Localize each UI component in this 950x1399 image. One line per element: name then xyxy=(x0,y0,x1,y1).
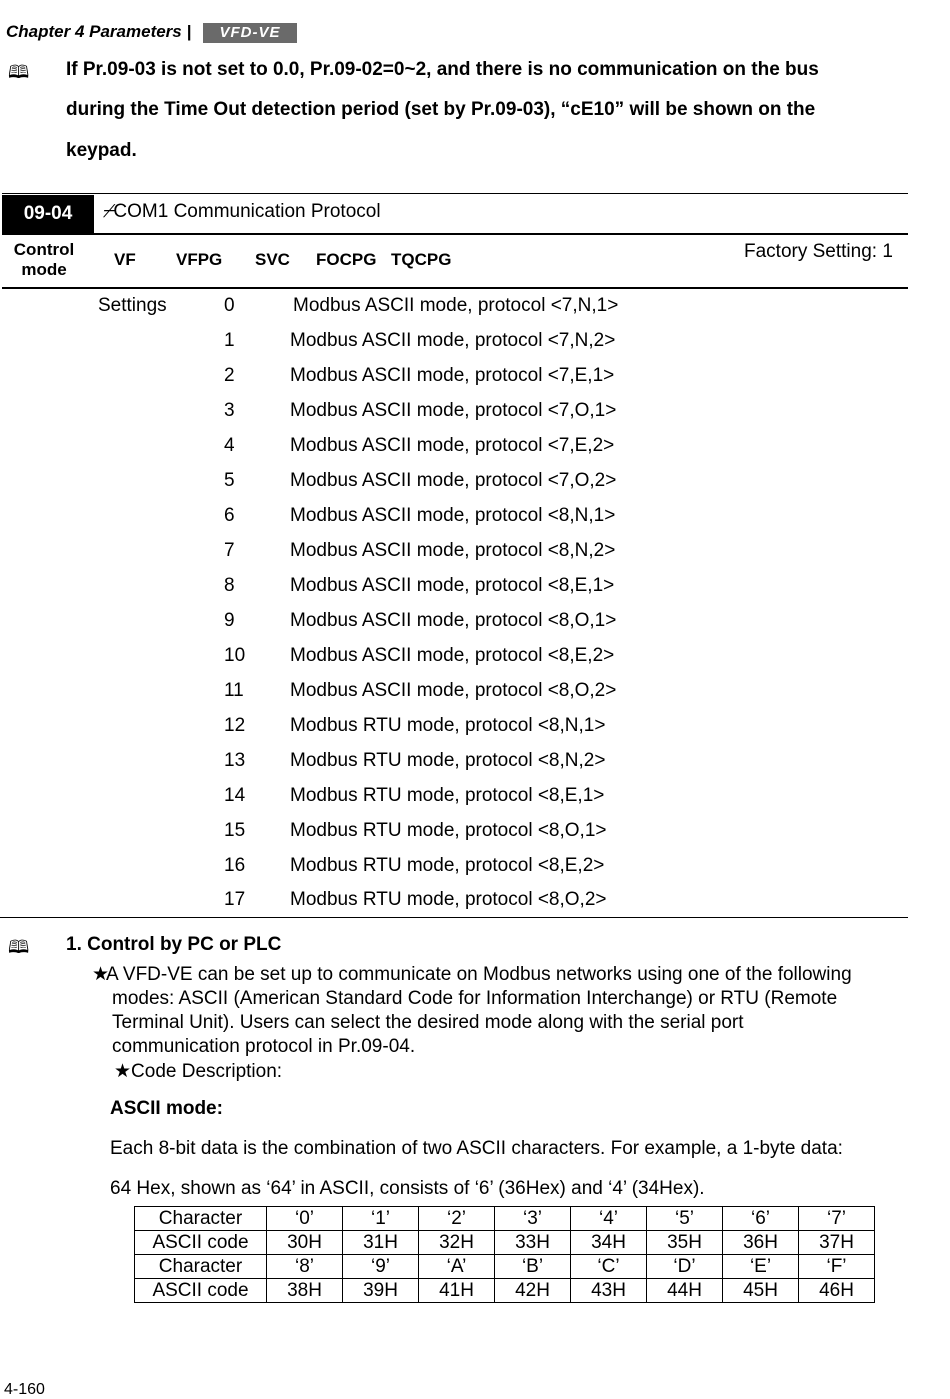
setting-value: 8 xyxy=(224,575,235,596)
setting-desc: Modbus ASCII mode, protocol <8,O,2> xyxy=(290,680,617,701)
table-cell: Character xyxy=(135,1207,267,1231)
setting-desc: Modbus RTU mode, protocol <8,O,1> xyxy=(290,820,607,841)
product-logo: VFD-VE xyxy=(203,23,297,43)
ascii-mode-title: ASCII mode: xyxy=(110,1098,223,1119)
table-cell: ‘8’ xyxy=(267,1255,343,1279)
table-cell: ‘9’ xyxy=(343,1255,419,1279)
setting-value: 0 xyxy=(224,295,235,316)
book-icon: 🕮 xyxy=(8,937,30,957)
setting-value: 7 xyxy=(224,540,235,561)
intro-line-1: A VFD-VE can be set up to communicate on Modbus networks using one of the following xyxy=(106,964,852,985)
setting-value: 15 xyxy=(224,820,246,841)
setting-desc: Modbus ASCII mode, protocol <7,N,2> xyxy=(290,330,616,351)
param-bottom-rule xyxy=(2,287,908,289)
table-cell: 43H xyxy=(571,1279,647,1303)
ascii-table xyxy=(134,1206,875,1303)
setting-desc: Modbus ASCII mode, protocol <8,O,1> xyxy=(290,610,617,631)
star-icon: ★ xyxy=(92,964,110,985)
code-description xyxy=(114,1060,282,1083)
table-cell: ‘3’ xyxy=(495,1207,571,1231)
param-name-text: COM1 Communication Protocol xyxy=(113,201,381,222)
note-line-3: keypad. xyxy=(66,140,137,161)
setting-value: 10 xyxy=(224,645,246,666)
table-cell: 32H xyxy=(419,1231,495,1255)
setting-value: 12 xyxy=(224,715,246,736)
table-cell: 37H xyxy=(799,1231,875,1255)
note-line-2: during the Time Out detection period (set by Pr.09-03), “cE10” will be shown on the xyxy=(66,99,816,120)
mode-vf: VF xyxy=(114,250,136,269)
star-icon: ★ xyxy=(114,1061,132,1082)
code-description-text: Code Description: xyxy=(131,1061,283,1082)
table-cell: 30H xyxy=(267,1231,343,1255)
setting-value: 14 xyxy=(224,785,246,806)
setting-desc: Modbus ASCII mode, protocol <7,O,2> xyxy=(290,470,617,491)
table-cell: 44H xyxy=(647,1279,723,1303)
table-cell: ‘C’ xyxy=(571,1255,647,1279)
setting-desc: Modbus ASCII mode, protocol <8,N,2> xyxy=(290,540,616,561)
parameter-symbol-icon: ⌿ xyxy=(102,201,114,222)
setting-desc: Modbus ASCII mode, protocol <7,N,1> xyxy=(293,295,619,316)
intro-line-3: Terminal Unit). Users can select the desired mode along with the serial port xyxy=(112,1012,744,1033)
setting-value: 13 xyxy=(224,750,246,771)
table-cell: ASCII code xyxy=(135,1279,267,1303)
ascii-paragraph-2: 64 Hex, shown as ‘64’ in ASCII, consists of ‘6’ (36Hex) and ‘4’ (34Hex). xyxy=(110,1178,705,1199)
mode-focpg: FOCPG xyxy=(316,250,377,269)
table-row xyxy=(135,1207,875,1231)
table-cell: 38H xyxy=(267,1279,343,1303)
setting-value: 2 xyxy=(224,365,235,386)
table-cell: ‘B’ xyxy=(495,1255,571,1279)
section-title: 1. Control by PC or PLC xyxy=(66,934,282,955)
table-cell: ‘2’ xyxy=(419,1207,495,1231)
table-cell: 34H xyxy=(571,1231,647,1255)
setting-value: 5 xyxy=(224,470,235,491)
table-cell: 42H xyxy=(495,1279,571,1303)
table-cell: ‘6’ xyxy=(723,1207,799,1231)
param-mid-rule xyxy=(2,233,908,235)
setting-desc: Modbus ASCII mode, protocol <8,E,2> xyxy=(290,645,615,666)
setting-value: 17 xyxy=(224,889,246,910)
mode-svc: SVC xyxy=(255,250,290,269)
table-cell: ASCII code xyxy=(135,1231,267,1255)
table-cell: ‘5’ xyxy=(647,1207,723,1231)
table-row xyxy=(135,1255,875,1279)
param-code: 09-04 xyxy=(2,195,94,233)
table-row xyxy=(135,1231,875,1255)
intro-paragraph xyxy=(92,963,912,1059)
setting-desc: Modbus ASCII mode, protocol <7,E,1> xyxy=(290,365,615,386)
setting-value: 1 xyxy=(224,330,235,351)
table-row xyxy=(135,1279,875,1303)
table-cell: 31H xyxy=(343,1231,419,1255)
table-cell: 46H xyxy=(799,1279,875,1303)
table-cell: ‘F’ xyxy=(799,1255,875,1279)
mode-tqcpg: TQCPG xyxy=(391,250,452,269)
setting-desc: Modbus ASCII mode, protocol <7,O,1> xyxy=(290,400,617,421)
setting-value: 4 xyxy=(224,435,235,456)
table-cell: ‘D’ xyxy=(647,1255,723,1279)
setting-desc: Modbus ASCII mode, protocol <8,E,1> xyxy=(290,575,615,596)
setting-desc: Modbus RTU mode, protocol <8,E,2> xyxy=(290,855,605,876)
setting-value: 16 xyxy=(224,855,246,876)
table-cell: 41H xyxy=(419,1279,495,1303)
setting-desc: Modbus RTU mode, protocol <8,E,1> xyxy=(290,785,605,806)
param-top-rule xyxy=(2,193,908,194)
table-cell: ‘4’ xyxy=(571,1207,647,1231)
setting-desc: Modbus RTU mode, protocol <8,N,1> xyxy=(290,715,606,736)
table-cell: 36H xyxy=(723,1231,799,1255)
settings-label: Settings xyxy=(98,295,167,316)
intro-line-2: modes: ASCII (American Standard Code for Information Interchange) or RTU (Remote xyxy=(112,988,838,1009)
setting-value: 6 xyxy=(224,505,235,526)
table-cell: 33H xyxy=(495,1231,571,1255)
setting-value: 9 xyxy=(224,610,235,631)
setting-value: 3 xyxy=(224,400,235,421)
table-cell: ‘E’ xyxy=(723,1255,799,1279)
intro-line-4: communication protocol in Pr.09-04. xyxy=(112,1036,416,1057)
table-cell: 45H xyxy=(723,1279,799,1303)
table-cell: ‘7’ xyxy=(799,1207,875,1231)
table-cell: 35H xyxy=(647,1231,723,1255)
note-line-1: If Pr.09-03 is not set to 0.0, Pr.09-02=0~2, and there is no communication on the bus xyxy=(66,59,819,80)
page-number: 4-160 xyxy=(4,1381,45,1398)
setting-value: 11 xyxy=(224,680,244,701)
settings-bottom-rule xyxy=(0,917,908,918)
ascii-paragraph-1: Each 8-bit data is the combination of two ASCII characters. For example, a 1-byte data: xyxy=(110,1138,843,1159)
table-cell: 39H xyxy=(343,1279,419,1303)
table-cell: ‘A’ xyxy=(419,1255,495,1279)
param-name xyxy=(102,201,381,223)
setting-desc: Modbus ASCII mode, protocol <7,E,2> xyxy=(290,435,615,456)
setting-desc: Modbus RTU mode, protocol <8,N,2> xyxy=(290,750,606,771)
table-cell: ‘1’ xyxy=(343,1207,419,1231)
control-mode-label: Control mode xyxy=(13,240,75,279)
setting-desc: Modbus ASCII mode, protocol <8,N,1> xyxy=(290,505,616,526)
table-cell: ‘0’ xyxy=(267,1207,343,1231)
setting-desc: Modbus RTU mode, protocol <8,O,2> xyxy=(290,889,607,910)
mode-vfpg: VFPG xyxy=(176,250,223,269)
chapter-title: Chapter 4 Parameters | xyxy=(6,22,192,41)
factory-setting: Factory Setting: 1 xyxy=(744,241,893,262)
table-cell: Character xyxy=(135,1255,267,1279)
book-icon: 🕮 xyxy=(8,62,30,82)
